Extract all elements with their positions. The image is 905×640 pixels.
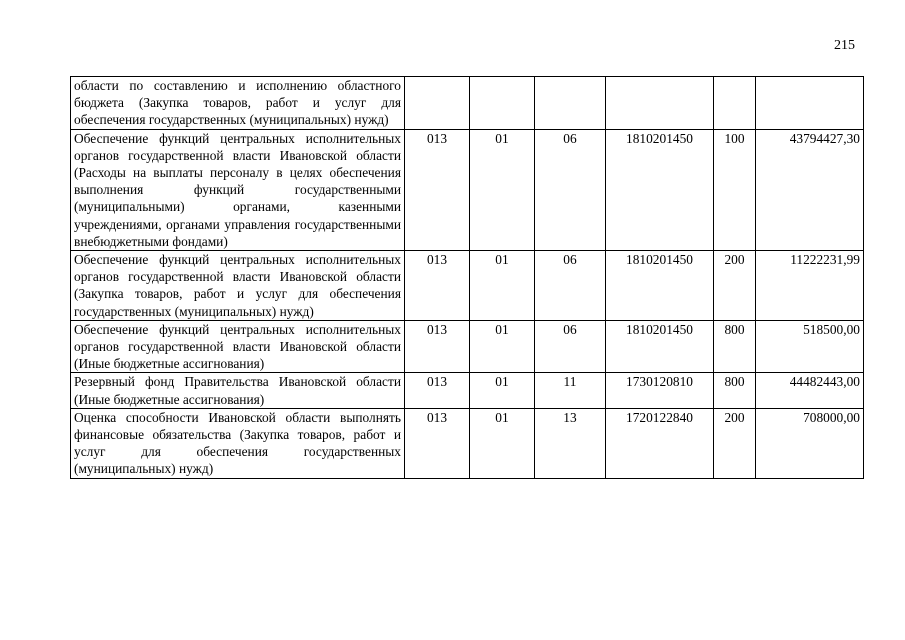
table-row <box>71 320 864 373</box>
description-cell: области по составлению и исполнению областного бюджета (Закупка товаров, работ и услуг для обеспечения государственных (муниципальных) нужд) <box>71 77 405 130</box>
admin-code-cell: 013 <box>405 408 470 478</box>
admin-code-cell: 013 <box>405 129 470 250</box>
section-cell: 01 <box>470 373 535 408</box>
admin-code-cell: 013 <box>405 373 470 408</box>
target-article-cell: 1730120810 <box>606 373 714 408</box>
subsection-cell: 06 <box>535 251 606 321</box>
admin-code-cell: 013 <box>405 251 470 321</box>
target-article-cell: 1810201450 <box>606 320 714 373</box>
amount-cell: 11222231,99 <box>756 251 864 321</box>
description-cell: Резервный фонд Правительства Ивановской области (Иные бюджетные ассигнования) <box>71 373 405 408</box>
target-article-cell <box>606 77 714 130</box>
expense-type-cell: 200 <box>714 408 756 478</box>
subsection-cell: 06 <box>535 129 606 250</box>
target-article-cell: 1810201450 <box>606 251 714 321</box>
description-cell: Обеспечение функций центральных исполнительных органов государственной власти Ивановской области (Закупка товаров, работ и услуг для обеспечения государственных (муниципальных) нужд) <box>71 251 405 321</box>
budget-table <box>70 76 864 479</box>
amount-cell: 518500,00 <box>756 320 864 373</box>
page-number: 215 <box>834 38 855 53</box>
section-cell: 01 <box>470 408 535 478</box>
section-cell: 01 <box>470 320 535 373</box>
amount-cell: 44482443,00 <box>756 373 864 408</box>
subsection-cell: 13 <box>535 408 606 478</box>
expense-type-cell: 100 <box>714 129 756 250</box>
target-article-cell: 1810201450 <box>606 129 714 250</box>
table-row <box>71 129 864 250</box>
table-row <box>71 373 864 408</box>
subsection-cell <box>535 77 606 130</box>
section-cell: 01 <box>470 129 535 250</box>
amount-cell: 708000,00 <box>756 408 864 478</box>
description-cell: Оценка способности Ивановской области выполнять финансовые обязательства (Закупка товаров, работ и услуг для обеспечения государственных (муниципальных) нужд) <box>71 408 405 478</box>
target-article-cell: 1720122840 <box>606 408 714 478</box>
amount-cell: 43794427,30 <box>756 129 864 250</box>
subsection-cell: 06 <box>535 320 606 373</box>
table-row <box>71 408 864 478</box>
description-cell: Обеспечение функций центральных исполнительных органов государственной власти Ивановской области (Иные бюджетные ассигнования) <box>71 320 405 373</box>
table-row <box>71 251 864 321</box>
admin-code-cell <box>405 77 470 130</box>
expense-type-cell: 200 <box>714 251 756 321</box>
subsection-cell: 11 <box>535 373 606 408</box>
description-cell: Обеспечение функций центральных исполнительных органов государственной власти Ивановской области (Расходы на выплаты персоналу в целях обеспечения выполнения функций государственными (муниципальными) органами, казенными учреждениями, органами управления государственными внебюджетными фондами) <box>71 129 405 250</box>
expense-type-cell <box>714 77 756 130</box>
section-cell: 01 <box>470 251 535 321</box>
section-cell <box>470 77 535 130</box>
expense-type-cell: 800 <box>714 373 756 408</box>
expense-type-cell: 800 <box>714 320 756 373</box>
table-row <box>71 77 864 130</box>
amount-cell <box>756 77 864 130</box>
admin-code-cell: 013 <box>405 320 470 373</box>
